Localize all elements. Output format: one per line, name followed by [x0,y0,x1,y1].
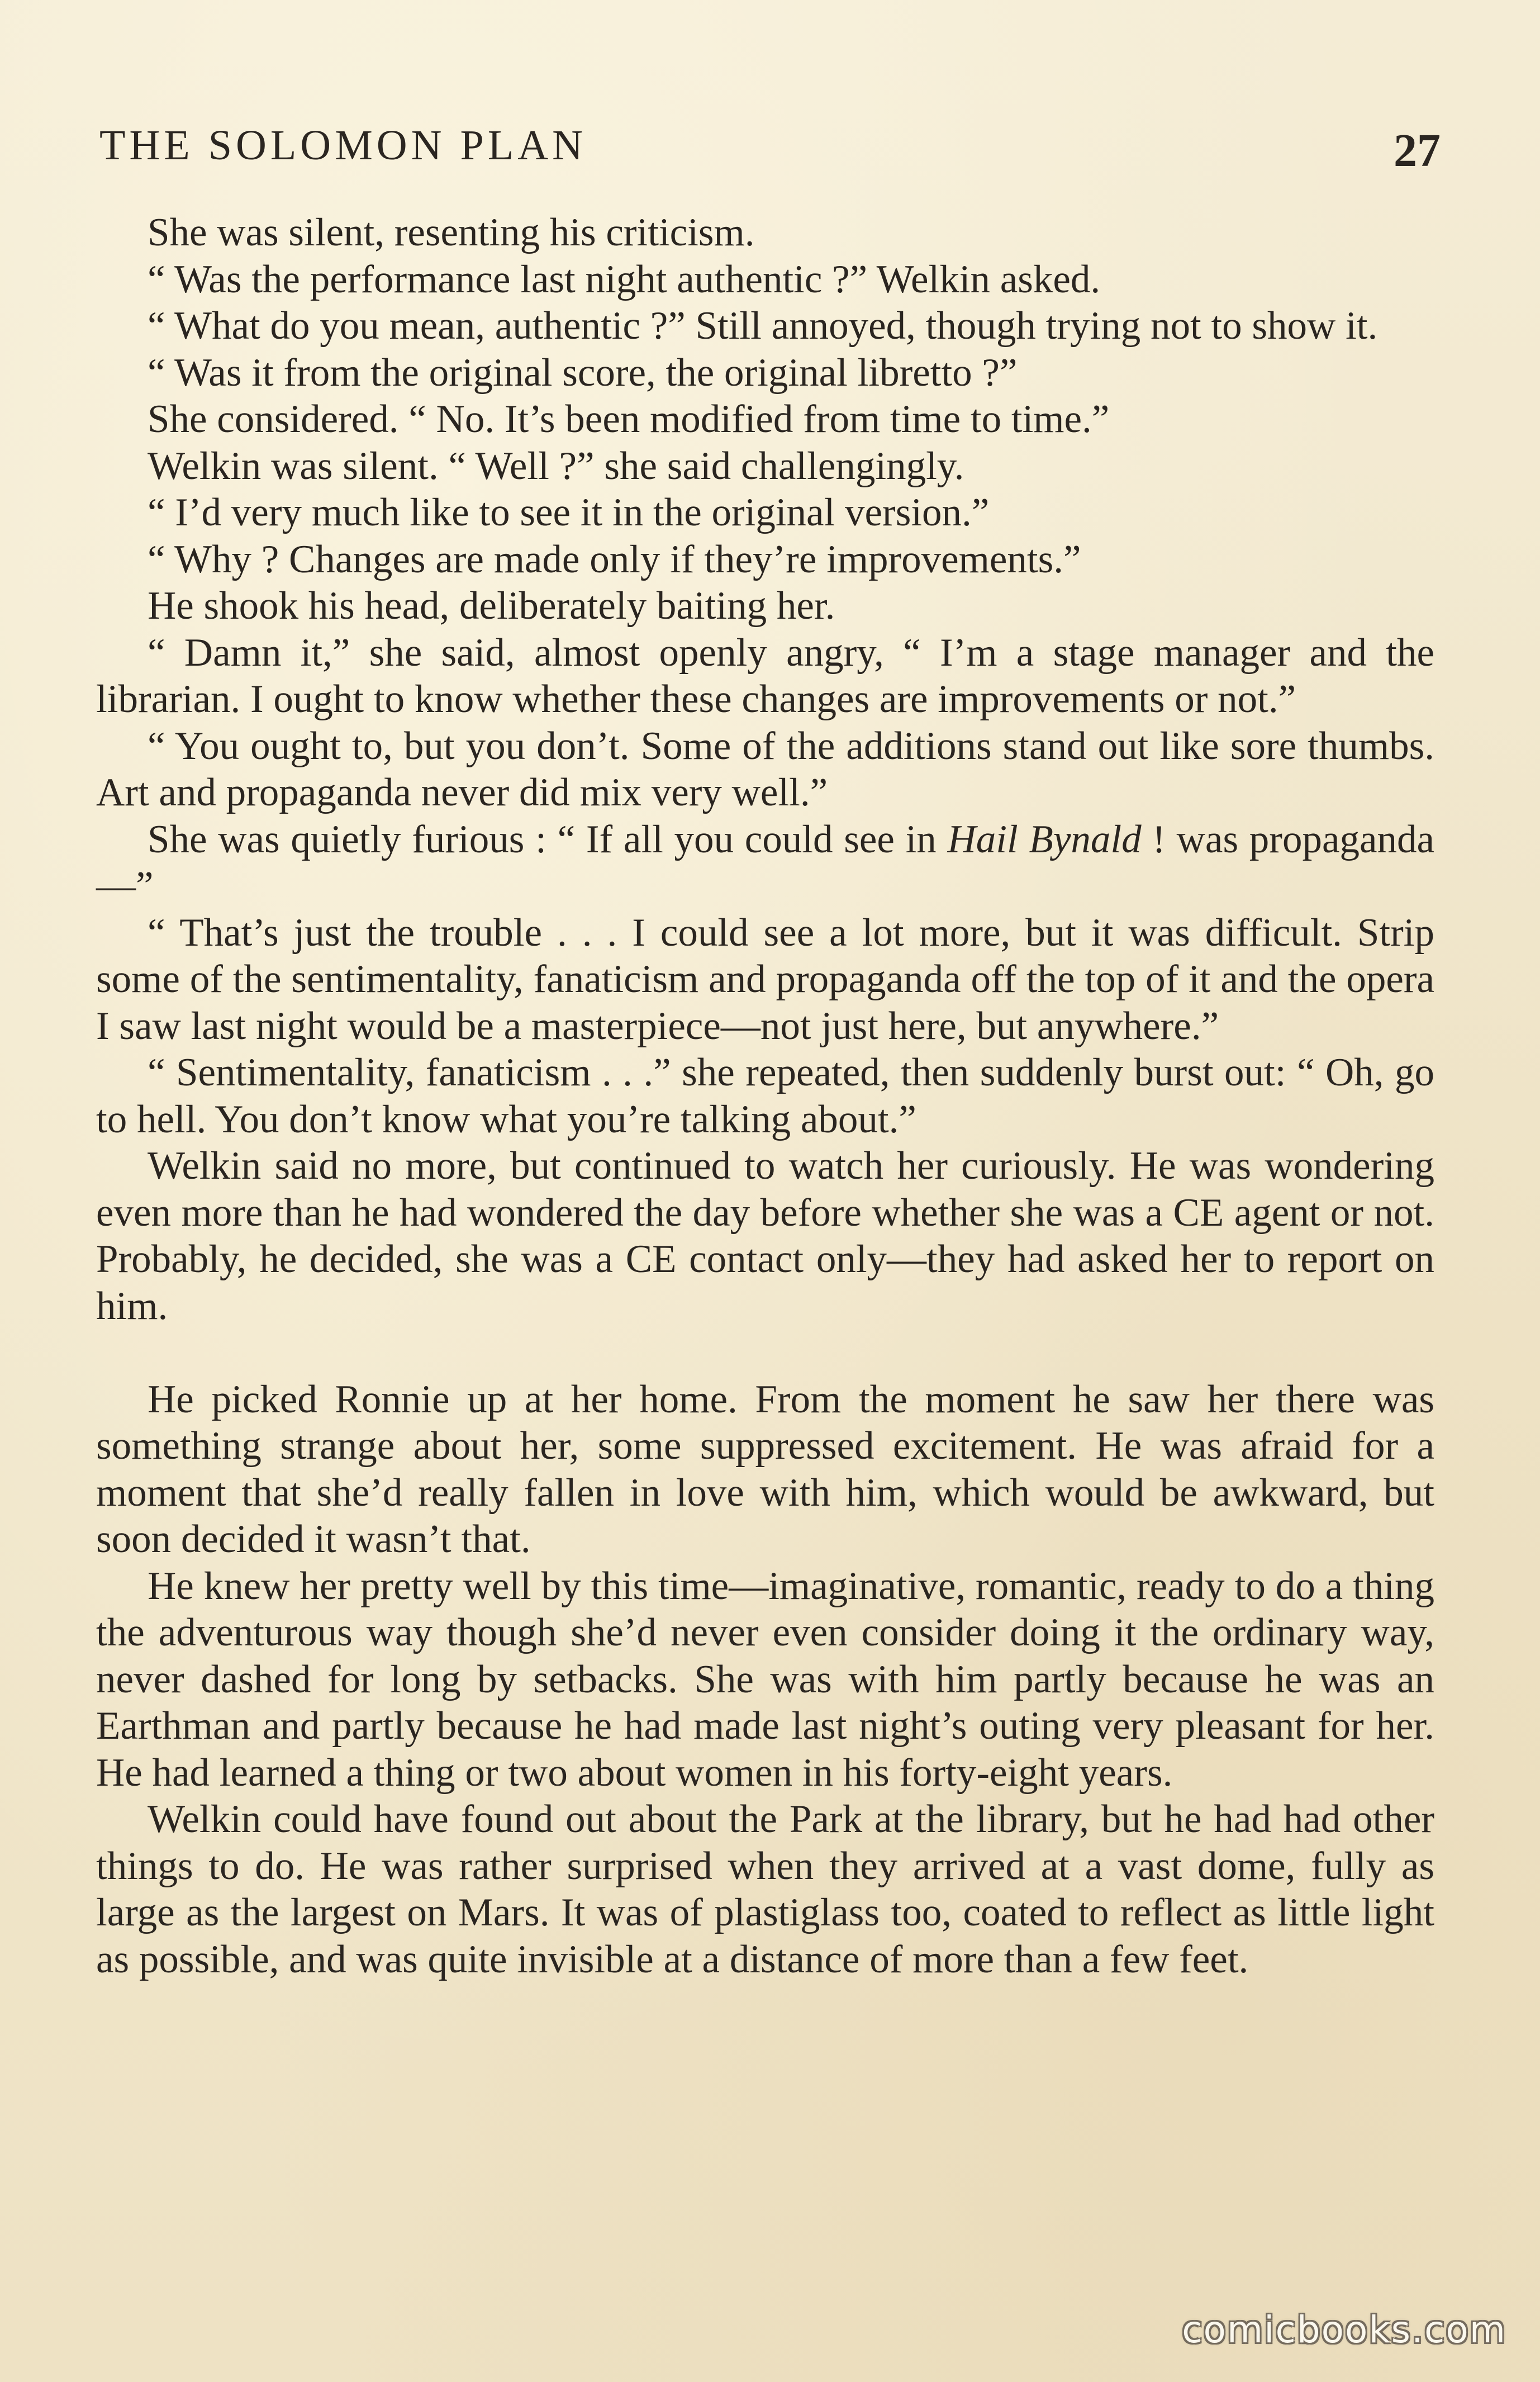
paragraph: “ Was it from the original score, the original libretto ?” [148,350,1018,395]
paragraph: Welkin could have found out about the Park at the library, but he had had other things to do. He was rather surprised when they arrived at a vast dome, fully as large as the largest on Mars. It was of plastiglass too, coated to reflect as little light as possible, and was quite invisible at a distance of more than a few feet. [96,1797,1434,1981]
paragraph: “ Sentimentality, fanaticism . . .” she repeated, then suddenly burst out: “ Oh, go to hell. You don’t know what you’re talking about.” [96,1051,1434,1141]
paragraph-with-title [96,817,1434,910]
paragraph: “ That’s just the trouble . . . I could see a lot more, but it was difficult. Strip some of the sentimentality, fanaticism and propaganda off the top of it and the opera I saw last night would be a masterpiece—not just here, but anywhere.” [96,910,1434,1048]
section-break [96,1330,1434,1377]
text-run: ! was propaganda—” [96,817,1434,908]
running-head [99,115,1441,176]
paragraph: “ Why ? Changes are made only if they’re improvements.” [148,537,1081,581]
text-run: She was quietly furious : “ If all you could see in [148,817,948,861]
page-number: 27 [1394,125,1441,177]
watermark: comicbooks.com [1182,2308,1506,2351]
opera-title: Hail Bynald [947,817,1142,861]
paragraph: Welkin was silent. “ Well ?” she said challengingly. [148,444,964,488]
paragraph: She was silent, resenting his criticism. [148,211,755,254]
paragraph: “ Was the performance last night authentic ?” Welkin asked. [148,257,1101,301]
paragraph: “ You ought to, but you don’t. Some of the additions stand out like sore thumbs. Art and propaganda never did mix very well.” [96,724,1434,814]
running-title: THE SOLOMON PLAN [99,122,587,169]
paragraph: “ I’d very much like to see it in the original version.” [148,491,990,534]
paragraph: He shook his head, deliberately baiting her. [148,584,835,628]
paragraph: Welkin said no more, but continued to watch her curiously. He was wondering even more than he had wondered the day before whether she was a CE agent or not. Probably, he decided, she was a CE contact only—they had asked her to report on him. [96,1144,1434,1328]
paragraph: She considered. “ No. It’s been modified from time to time.” [148,397,1110,441]
paragraph: He picked Ronnie up at her home. From the moment he saw her there was something strange about her, some suppressed excitement. He was afraid for a moment that she’d really fallen in love with him, which would be awkward, but soon decided it wasn’t that. [96,1377,1434,1561]
body-text [96,210,1434,1983]
paragraph: He knew her pretty well by this time—imaginative, romantic, ready to do a thing the adventurous way though she’d never even consider doing it the ordinary way, never dashed for long by setbacks. She was with him partly because he was an Earthman and partly because he had made last night’s outing very pleasant for her. He had learned a thing or two about women in his forty-eight years. [96,1564,1434,1795]
paragraph: “ Damn it,” she said, almost openly angry, “ I’m a stage manager and the librarian. I ought to know whether these changes are improvements or not.” [96,630,1434,721]
paragraph: “ What do you mean, authentic ?” Still annoyed, though trying not to show it. [148,304,1378,348]
